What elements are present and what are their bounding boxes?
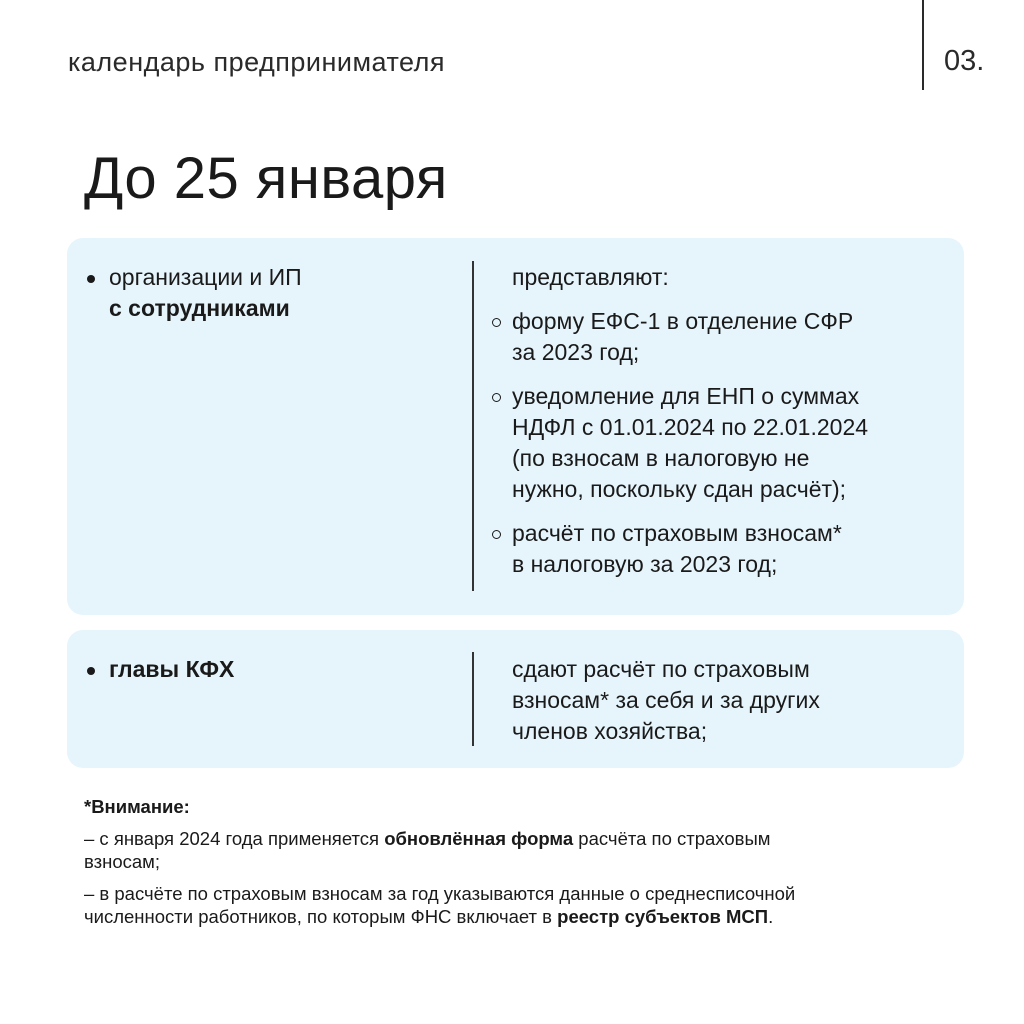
- card-kfh: [67, 630, 964, 768]
- item-line: нужно, поскольку сдан расчёт);: [512, 476, 847, 502]
- note-text: расчёта по страховым: [573, 828, 771, 849]
- right-intro: представляют:: [512, 264, 669, 290]
- header-title: календарь предпринимателя: [68, 47, 446, 77]
- notes-heading: *Внимание:: [84, 796, 190, 817]
- subject-label: [87, 654, 447, 685]
- card-employers: [67, 238, 964, 615]
- card-left: [87, 654, 447, 685]
- card-right: [492, 262, 947, 593]
- note-text: .: [768, 906, 774, 927]
- bullet-dot: [87, 667, 95, 675]
- item-line: форму ЕФС-1 в отделение СФР: [512, 308, 854, 334]
- note-item: [84, 827, 964, 873]
- circle-bullet-icon: [492, 530, 501, 539]
- circle-bullet-icon: [492, 393, 501, 402]
- note-item: [84, 882, 964, 928]
- note-text: – с января 2024 года применяется: [84, 828, 385, 849]
- page-title: До 25 января: [84, 146, 448, 211]
- item-line: уведомление для ЕНП о суммах: [512, 383, 860, 409]
- card-right: [492, 654, 947, 747]
- subject-bold: главы КФХ: [109, 656, 235, 682]
- header-divider: [922, 0, 924, 90]
- note-bold: реестр субъектов МСП: [557, 906, 769, 927]
- note-line: [84, 827, 964, 850]
- list-item: [492, 306, 947, 368]
- right-text: [492, 654, 947, 747]
- note-bold: обновлённая форма: [384, 828, 574, 849]
- item-line: взносам* за себя и за других: [512, 687, 820, 713]
- item-line: членов хозяйства;: [512, 718, 708, 744]
- page-number: 03.: [944, 45, 985, 77]
- subject-line: организации и ИП: [109, 264, 302, 290]
- item-line: сдают расчёт по страховым: [512, 656, 810, 682]
- subject-bold: с сотрудниками: [109, 295, 290, 321]
- note-line: взносам;: [84, 851, 161, 872]
- item-line: расчёт по страховым взносам*: [512, 520, 842, 546]
- bullet-dot: [87, 275, 95, 283]
- item-line: за 2023 год;: [512, 339, 640, 365]
- note-line: – в расчёте по страховым взносам за год указываются данные о среднесписочной: [84, 883, 796, 904]
- item-line: НДФЛ с 01.01.2024 по 22.01.2024: [512, 414, 869, 440]
- subject-label: [87, 262, 447, 324]
- list-item: [492, 381, 947, 505]
- item-line: (по взносам в налоговую не: [512, 445, 810, 471]
- note-line: [84, 905, 964, 928]
- item-line: в налоговую за 2023 год;: [512, 551, 778, 577]
- note-text: численности работников, по которым ФНС включает в: [84, 906, 558, 927]
- list-item: [492, 518, 947, 580]
- card-left: [87, 262, 447, 324]
- card-divider: [472, 261, 474, 591]
- circle-bullet-icon: [492, 318, 501, 327]
- notes: [84, 795, 964, 937]
- card-divider: [472, 652, 474, 746]
